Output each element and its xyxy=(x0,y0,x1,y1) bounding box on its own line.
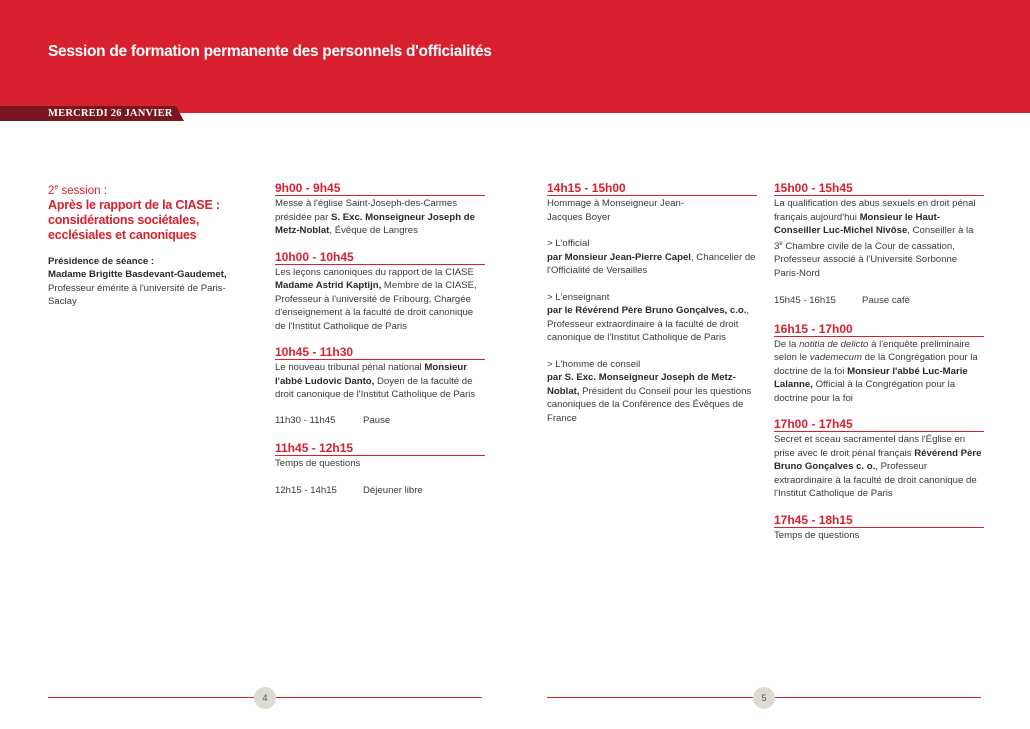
break-time: 11h30 - 11h45 xyxy=(275,414,336,426)
slot-time: 10h00 - 10h45 xyxy=(275,250,485,265)
break-row xyxy=(774,294,984,308)
schedule-slot xyxy=(774,513,984,543)
break-time: 15h45 - 16h15 xyxy=(774,295,836,307)
break-row xyxy=(275,484,485,498)
slot-description: Le nouveau tribunal pénal national Monsieur l'abbé Ludovic Danto, Doyen de la faculté de droit canonique de l'Institut Catholique de Paris xyxy=(275,362,476,400)
slot-time: 11h45 - 12h15 xyxy=(275,441,485,456)
tribute-part: > L'official par Monsieur Jean-Pierre Capel, Chancelier de l'Officialité de Versailles xyxy=(547,238,756,276)
slot-description: La qualification des abus sexuels en droit pénal français aujourd'hui Monsieur le Haut-Conseiller Luc-Michel Nivôse, Conseiller à la 3e Chambre civile de la Cour de cassation, Professeur associé à l'Université Sorbonne Paris-Nord xyxy=(774,198,976,279)
tribute-part-title: > L'official xyxy=(547,238,590,249)
tribute-column xyxy=(547,181,757,438)
slot-time: 17h45 - 18h15 xyxy=(774,513,984,528)
schedule-slot xyxy=(774,417,984,501)
tribute-part-title: > L'homme de conseil xyxy=(547,358,641,370)
date-label: MERCREDI 26 JANVIER xyxy=(48,108,173,119)
session-number: 2e session : xyxy=(48,184,107,197)
page-number-right: 5 xyxy=(753,687,775,709)
slot-time: 16h15 - 17h00 xyxy=(774,322,984,337)
slot-time: 9h00 - 9h45 xyxy=(275,181,485,196)
tribute-part-title: > L'enseignant xyxy=(547,291,610,303)
session-intro-column xyxy=(48,181,248,309)
slot-description: Les leçons canoniques du rapport de la CIASE Madame Astrid Kaptijn, Membre de la CIASE, Professeur à l'université de Fribourg, Chargée d'enseignement à la faculté de droit canonique de l'Institut Catholique de Paris xyxy=(275,266,477,332)
morning-schedule-column xyxy=(275,181,485,511)
slot-description: Temps de questions xyxy=(275,458,361,469)
break-time: 12h15 - 14h15 xyxy=(275,484,337,496)
schedule-slot xyxy=(774,322,984,406)
break-label: Déjeuner libre xyxy=(363,484,423,496)
page-number-left: 4 xyxy=(254,687,276,709)
break-label: Pause café xyxy=(862,295,911,307)
slot-description: Messe à l'église Saint-Joseph-des-Carmes présidée par S. Exc. Monseigneur Joseph de Metz-Noblat, Évêque de Langres xyxy=(275,198,475,236)
schedule-slot xyxy=(275,250,485,334)
tribute-part: > L'enseignant par le Révérend Père Bruno Gonçalves, c.o., Professeur extraordinaire à la faculté de droit canonique de l'Institut Catholique de Paris xyxy=(547,291,757,345)
afternoon-schedule-column xyxy=(774,181,984,554)
schedule-slot xyxy=(275,345,485,402)
slot-time: 17h00 - 17h45 xyxy=(774,417,984,432)
presidence-role: Professeur émérite à l'université de Paris-Saclay xyxy=(48,282,226,308)
tribute-part: > L'homme de conseil par S. Exc. Monseigneur Joseph de Metz-Noblat, Président du Conseil pour les questions canoniques de la Conférence des Évêques de France xyxy=(547,358,757,426)
presidence-name: Madame Brigitte Basdevant-Gaudemet, xyxy=(48,269,227,281)
presidence-label: Présidence de séance : xyxy=(48,255,155,267)
slot-description: Secret et sceau sacramentel dans l'Église en prise avec le droit pénal français Révérend Père Bruno Gonçalves c. o., Professeur extraordinaire à la faculté de droit canonique de l'Institut Catholique de Paris xyxy=(774,434,982,500)
schedule-slot xyxy=(275,181,485,238)
schedule-slot xyxy=(275,441,485,471)
document-title: Session de formation permanente des personnels d'officialités xyxy=(48,43,492,60)
slot-description: De la notitia de delicto à l'enquête préliminaire selon le vademecum de la Congrégation pour la doctrine de la foi Monsieur l'abbé Luc-Marie Lalanne, Official à la Congrégation pour la doctrine pour la foi xyxy=(774,338,978,404)
break-label: Pause xyxy=(363,414,391,426)
break-row xyxy=(275,414,485,428)
slot-description: Temps de questions xyxy=(774,529,860,541)
presidence-block xyxy=(48,255,248,309)
slot-time: 14h15 - 15h00 xyxy=(547,181,757,196)
slot-time: 15h00 - 15h45 xyxy=(774,181,984,196)
header-banner xyxy=(0,0,1030,112)
session-title: Après le rapport de la CIASE : considérations sociétales, ecclésiales et canoniques xyxy=(48,197,220,242)
tribute-intro: Hommage à Monseigneur Jean-Jacques Boyer xyxy=(547,198,685,223)
slot-time: 10h45 - 11h30 xyxy=(275,345,485,360)
schedule-slot xyxy=(774,181,984,280)
